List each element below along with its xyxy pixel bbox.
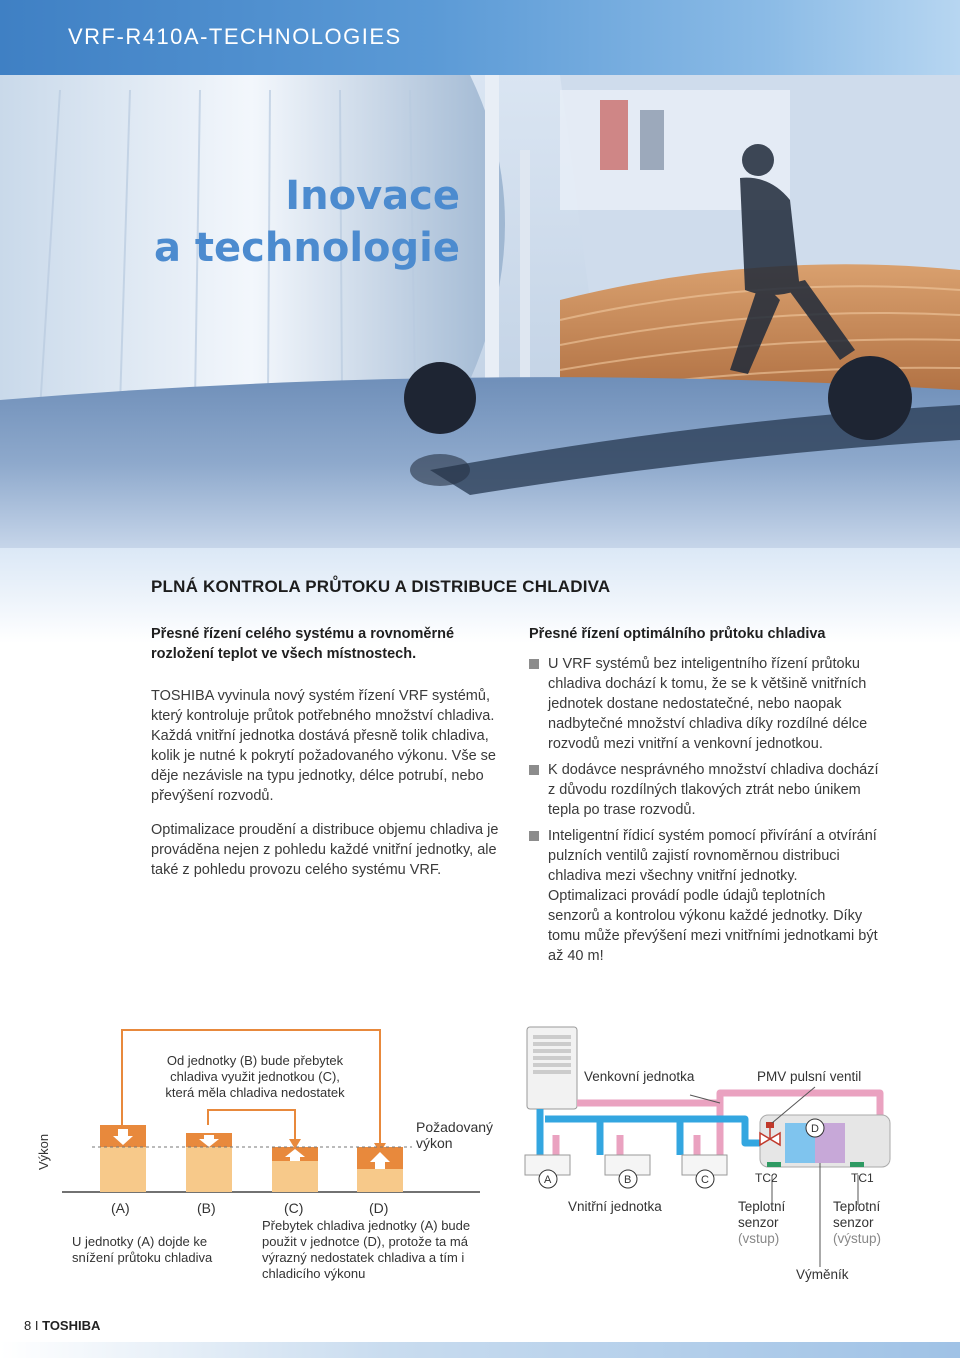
bar-label-c: (C) bbox=[284, 1200, 304, 1216]
unit-d-note bbox=[262, 1218, 470, 1282]
bullet-text: Inteligentní řídicí systém pomocí přivírání a otvírání pulzních ventilů zajistí rovnoměrnou distribuci chladiva mezi všechny vnitřní jednotky. Optimalizaci provádí podle údajů teplotních senzorů a kontrolou výkonu každé jednotky. Díky tomu může převýšení mezi vnitřními jednotkami být až 40 m! bbox=[548, 828, 878, 964]
transfer-note-line: chladiva využit jednotkou (C), bbox=[170, 1069, 340, 1084]
unit-letter-a: A bbox=[544, 1174, 552, 1186]
square-bullet-icon bbox=[529, 765, 539, 775]
left-column bbox=[151, 624, 500, 894]
hero-title-line-2: a technologie bbox=[154, 225, 460, 271]
sensor-outlet-line: senzor bbox=[833, 1215, 874, 1230]
sensor-outlet-line: (výstup) bbox=[833, 1231, 882, 1246]
bar-label-d: (D) bbox=[369, 1200, 389, 1216]
bar-a bbox=[100, 1125, 146, 1192]
unit-d-note-line: Přebytek chladiva jednotky (A) bude bbox=[262, 1218, 471, 1233]
left-subheading: Přesné řízení celého systému a rovnoměrné rozložení teplot ve všech místnostech. bbox=[151, 626, 455, 662]
sensor-inlet-label bbox=[738, 1199, 785, 1247]
transfer-note-line: která měla chladiva nedostatek bbox=[165, 1085, 345, 1100]
bar-d bbox=[357, 1147, 403, 1192]
hero-title-line-1: Inovace bbox=[285, 173, 460, 219]
footer-gradient-bar bbox=[0, 1342, 960, 1358]
unit-letter-d: D bbox=[811, 1123, 819, 1135]
required-label-line: výkon bbox=[416, 1135, 453, 1151]
bar-label-b: (B) bbox=[197, 1200, 216, 1216]
bar-c bbox=[272, 1147, 318, 1192]
page-footer bbox=[24, 1318, 100, 1333]
right-subheading: Přesné řízení optimálního průtoku chladiva bbox=[529, 626, 826, 642]
unit-letter-b: B bbox=[624, 1174, 632, 1186]
hero-title bbox=[154, 170, 460, 274]
unit-a-note-line: snížení průtoku chladiva bbox=[72, 1250, 213, 1265]
page-number: 8 bbox=[24, 1318, 32, 1333]
pmv-valve-label: PMV pulsní ventil bbox=[757, 1069, 862, 1084]
outdoor-unit-label: Venkovní jednotka bbox=[584, 1069, 695, 1084]
sensor-outlet-label bbox=[833, 1199, 881, 1247]
indoor-unit-label: Vnitřní jednotka bbox=[568, 1199, 662, 1214]
hero-photo-illustration bbox=[0, 0, 960, 550]
unit-letter-c: C bbox=[701, 1174, 709, 1186]
right-column bbox=[529, 624, 879, 972]
sensor-inlet-line: (vstup) bbox=[738, 1231, 780, 1246]
footer-separator: I bbox=[34, 1318, 39, 1333]
bullet-item bbox=[529, 654, 879, 754]
bullet-item bbox=[529, 760, 879, 820]
square-bullet-icon bbox=[529, 831, 539, 841]
brand-name: TOSHIBA bbox=[42, 1318, 101, 1333]
tc1-label: TC1 bbox=[851, 1171, 874, 1185]
outdoor-unit-icon bbox=[527, 1027, 577, 1109]
required-label-line: Požadovaný bbox=[416, 1119, 494, 1135]
sensor-outlet-line: Teplotní bbox=[833, 1199, 881, 1214]
tc2-label: TC2 bbox=[755, 1171, 778, 1185]
capacity-axis-label: Výkon bbox=[36, 1133, 51, 1170]
series-title: VRF-R410A-TECHNOLOGIES bbox=[68, 24, 402, 49]
unit-d-note-line: použit v jednotce (D), protože ta má bbox=[262, 1234, 468, 1249]
unit-d-note-line: chladicího výkonu bbox=[262, 1266, 366, 1281]
transfer-note bbox=[160, 1053, 350, 1101]
bullet-text: K dodávce nesprávného množství chladiva dochází z důvodu rozdílných tlakových ztrát nebo únikem tepla po trase rozvodů. bbox=[548, 762, 879, 818]
bullet-text: U VRF systémů bez inteligentního řízení průtoku chladiva dochází k tomu, že se k většině vnitřních jednotek dostane nedostatečné, nebo naopak nadbytečné množství chladiva díky rozdílné délce rozvodů mezi vnitřní a venkovní jednotkou. bbox=[548, 656, 868, 752]
sensor-inlet-line: Teplotní bbox=[738, 1199, 786, 1214]
sensor-inlet-line: senzor bbox=[738, 1215, 779, 1230]
bar-b bbox=[186, 1133, 232, 1192]
section-heading: PLNÁ KONTROLA PRŮTOKU A DISTRIBUCE CHLADIVA bbox=[151, 577, 611, 596]
unit-a-note-line: U jednotky (A) dojde ke bbox=[72, 1234, 208, 1249]
bullet-list bbox=[529, 654, 879, 966]
unit-d-note-line: výrazný nedostatek chladiva a tím i bbox=[262, 1250, 465, 1265]
left-paragraph-1: TOSHIBA vyvinula nový systém řízení VRF systémů, který kontroluje průtok potřebného množství chladiva. Každá vnitřní jednotka dostává přesně tolik chladiva, kolik je nutné k pokrytí požadovaného výkonu. Vše se děje nezávisle na typu jednotky, délce potrubí, nebo převýšení rozvodů. bbox=[151, 688, 496, 804]
bar-label-a: (A) bbox=[111, 1200, 130, 1216]
bullet-item bbox=[529, 826, 879, 966]
hero-photo bbox=[0, 0, 960, 550]
temperature-sensor-tc1-icon bbox=[850, 1162, 864, 1167]
left-paragraph-2: Optimalizace proudění a distribuce objemu chladiva je prováděna nejen z pohledu každé vnitřní jednotky, ale také z pohledu provozu celého systému VRF. bbox=[151, 822, 499, 878]
refrigerant-distribution-diagram bbox=[0, 1015, 960, 1305]
square-bullet-icon bbox=[529, 659, 539, 669]
transfer-note-line: Od jednotky (B) bude přebytek bbox=[166, 1053, 344, 1068]
heat-exchanger-label: Výměník bbox=[796, 1267, 849, 1282]
unit-a-note bbox=[72, 1234, 212, 1266]
required-capacity-label bbox=[416, 1119, 493, 1151]
temperature-sensor-tc2-icon bbox=[767, 1162, 781, 1167]
